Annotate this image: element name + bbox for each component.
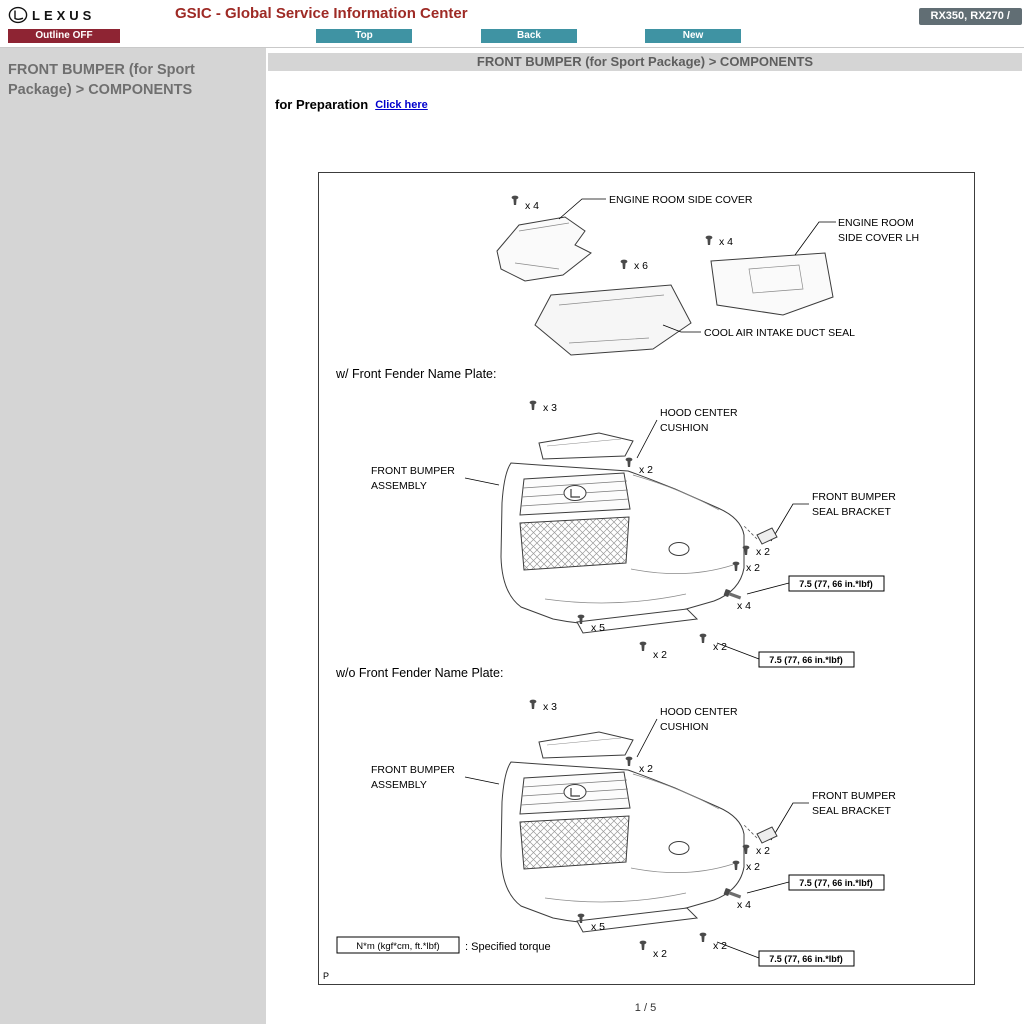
engine-room-side-cover-lh-drawing — [711, 253, 833, 315]
torque-spec: 7.5 (77, 66 in.*lbf) — [769, 954, 843, 964]
clip-fastener-icon — [706, 236, 713, 245]
label-hood-center-cushion-2: CUSHION — [660, 721, 709, 733]
back-button[interactable]: Back — [481, 29, 577, 43]
torque-legend-label: : Specified torque — [465, 941, 551, 953]
qty-label: x 2 — [746, 861, 761, 873]
label-front-bumper-seal-bracket-1: FRONT BUMPER — [812, 790, 896, 802]
label-front-bumper-seal-bracket-2: SEAL BRACKET — [812, 805, 891, 817]
qty-label: x 2 — [713, 940, 728, 952]
label-engine-room-side-cover-lh-1: ENGINE ROOM — [838, 217, 914, 229]
preparation-row — [275, 97, 428, 112]
qty-label: x 6 — [634, 260, 649, 272]
lexus-logo-icon — [8, 6, 28, 24]
content-breadcrumb: FRONT BUMPER (for Sport Package) > COMPONENTS — [268, 53, 1022, 71]
seal-bracket-drawing — [757, 827, 777, 843]
brand-wordmark: LEXUS — [32, 7, 96, 23]
label-front-bumper-assembly-2: ASSEMBLY — [371, 480, 427, 492]
new-button[interactable]: New — [645, 29, 741, 43]
qty-label: x 5 — [591, 921, 606, 933]
label-hood-center-cushion-2: CUSHION — [660, 422, 709, 434]
qty-label: x 4 — [525, 200, 540, 212]
qty-label: x 2 — [639, 464, 654, 476]
qty-label: x 3 — [543, 402, 558, 414]
label-cool-air-intake-duct-seal: COOL AIR INTAKE DUCT SEAL — [704, 327, 855, 339]
label-engine-room-side-cover-lh-2: SIDE COVER LH — [838, 232, 920, 244]
clip-fastener-icon — [621, 260, 628, 269]
torque-spec: 7.5 (77, 66 in.*lbf) — [799, 579, 873, 589]
qty-label: x 4 — [719, 236, 734, 248]
lexus-logo — [8, 6, 95, 24]
clip-fastener-icon — [512, 196, 519, 205]
sidebar — [0, 48, 266, 1024]
clip-fastener-icon — [626, 458, 633, 467]
label-front-bumper-assembly-2: ASSEMBLY — [371, 779, 427, 791]
qty-label: x 3 — [543, 701, 558, 713]
label-front-bumper-assembly-1: FRONT BUMPER — [371, 764, 455, 776]
torque-spec: 7.5 (77, 66 in.*lbf) — [799, 878, 873, 888]
components-diagram-svg — [319, 173, 974, 984]
label-hood-center-cushion-1: HOOD CENTER — [660, 407, 738, 419]
clip-fastener-icon — [530, 401, 537, 410]
torque-spec: 7.5 (77, 66 in.*lbf) — [769, 655, 843, 665]
qty-label: x 2 — [639, 763, 654, 775]
seal-bracket-drawing — [757, 528, 777, 544]
qty-label: x 2 — [756, 546, 771, 558]
qty-label: x 2 — [756, 845, 771, 857]
clip-fastener-icon — [626, 757, 633, 766]
section-without-plate: w/o Front Fender Name Plate: — [336, 666, 504, 680]
section-with-plate: w/ Front Fender Name Plate: — [336, 367, 497, 381]
app-title: GSIC - Global Service Information Center — [175, 5, 468, 22]
qty-label: x 4 — [737, 600, 752, 612]
qty-label: x 5 — [591, 622, 606, 634]
sidebar-section-title: FRONT BUMPER (for Sport Package) > COMPONENTS — [8, 62, 195, 98]
model-badge: RX350, RX270 / — [919, 8, 1023, 25]
preparation-link[interactable]: Click here — [375, 99, 428, 111]
outline-toggle-button[interactable]: Outline OFF — [8, 29, 120, 43]
components-diagram — [318, 172, 975, 985]
qty-label: x 4 — [737, 899, 752, 911]
engine-room-side-cover-drawing — [497, 217, 591, 281]
label-hood-center-cushion-1: HOOD CENTER — [660, 706, 738, 718]
label-front-bumper-assembly-1: FRONT BUMPER — [371, 465, 455, 477]
label-front-bumper-seal-bracket-2: SEAL BRACKET — [812, 506, 891, 518]
qty-label: x 2 — [653, 649, 668, 661]
label-front-bumper-seal-bracket-1: FRONT BUMPER — [812, 491, 896, 503]
page-indicator: 1 / 5 — [634, 1002, 657, 1014]
clip-fastener-icon — [530, 700, 537, 709]
clip-fastener-icon — [640, 941, 647, 950]
qty-label: x 2 — [746, 562, 761, 574]
front-bumper-drawing-with-plate — [501, 433, 744, 633]
qty-label: x 2 — [653, 948, 668, 960]
front-bumper-drawing-without-plate — [501, 732, 744, 932]
preparation-label: for Preparation — [275, 97, 369, 112]
top-button[interactable]: Top — [316, 29, 412, 43]
clip-fastener-icon — [700, 933, 707, 942]
label-engine-room-side-cover: ENGINE ROOM SIDE COVER — [609, 194, 753, 206]
diagram-corner-mark: P — [323, 971, 330, 981]
torque-legend-box-text: N*m (kgf*cm, ft.*lbf) — [356, 941, 440, 952]
qty-label: x 2 — [713, 641, 728, 653]
clip-fastener-icon — [640, 642, 647, 651]
cool-air-intake-duct-seal-drawing — [535, 285, 691, 355]
clip-fastener-icon — [700, 634, 707, 643]
